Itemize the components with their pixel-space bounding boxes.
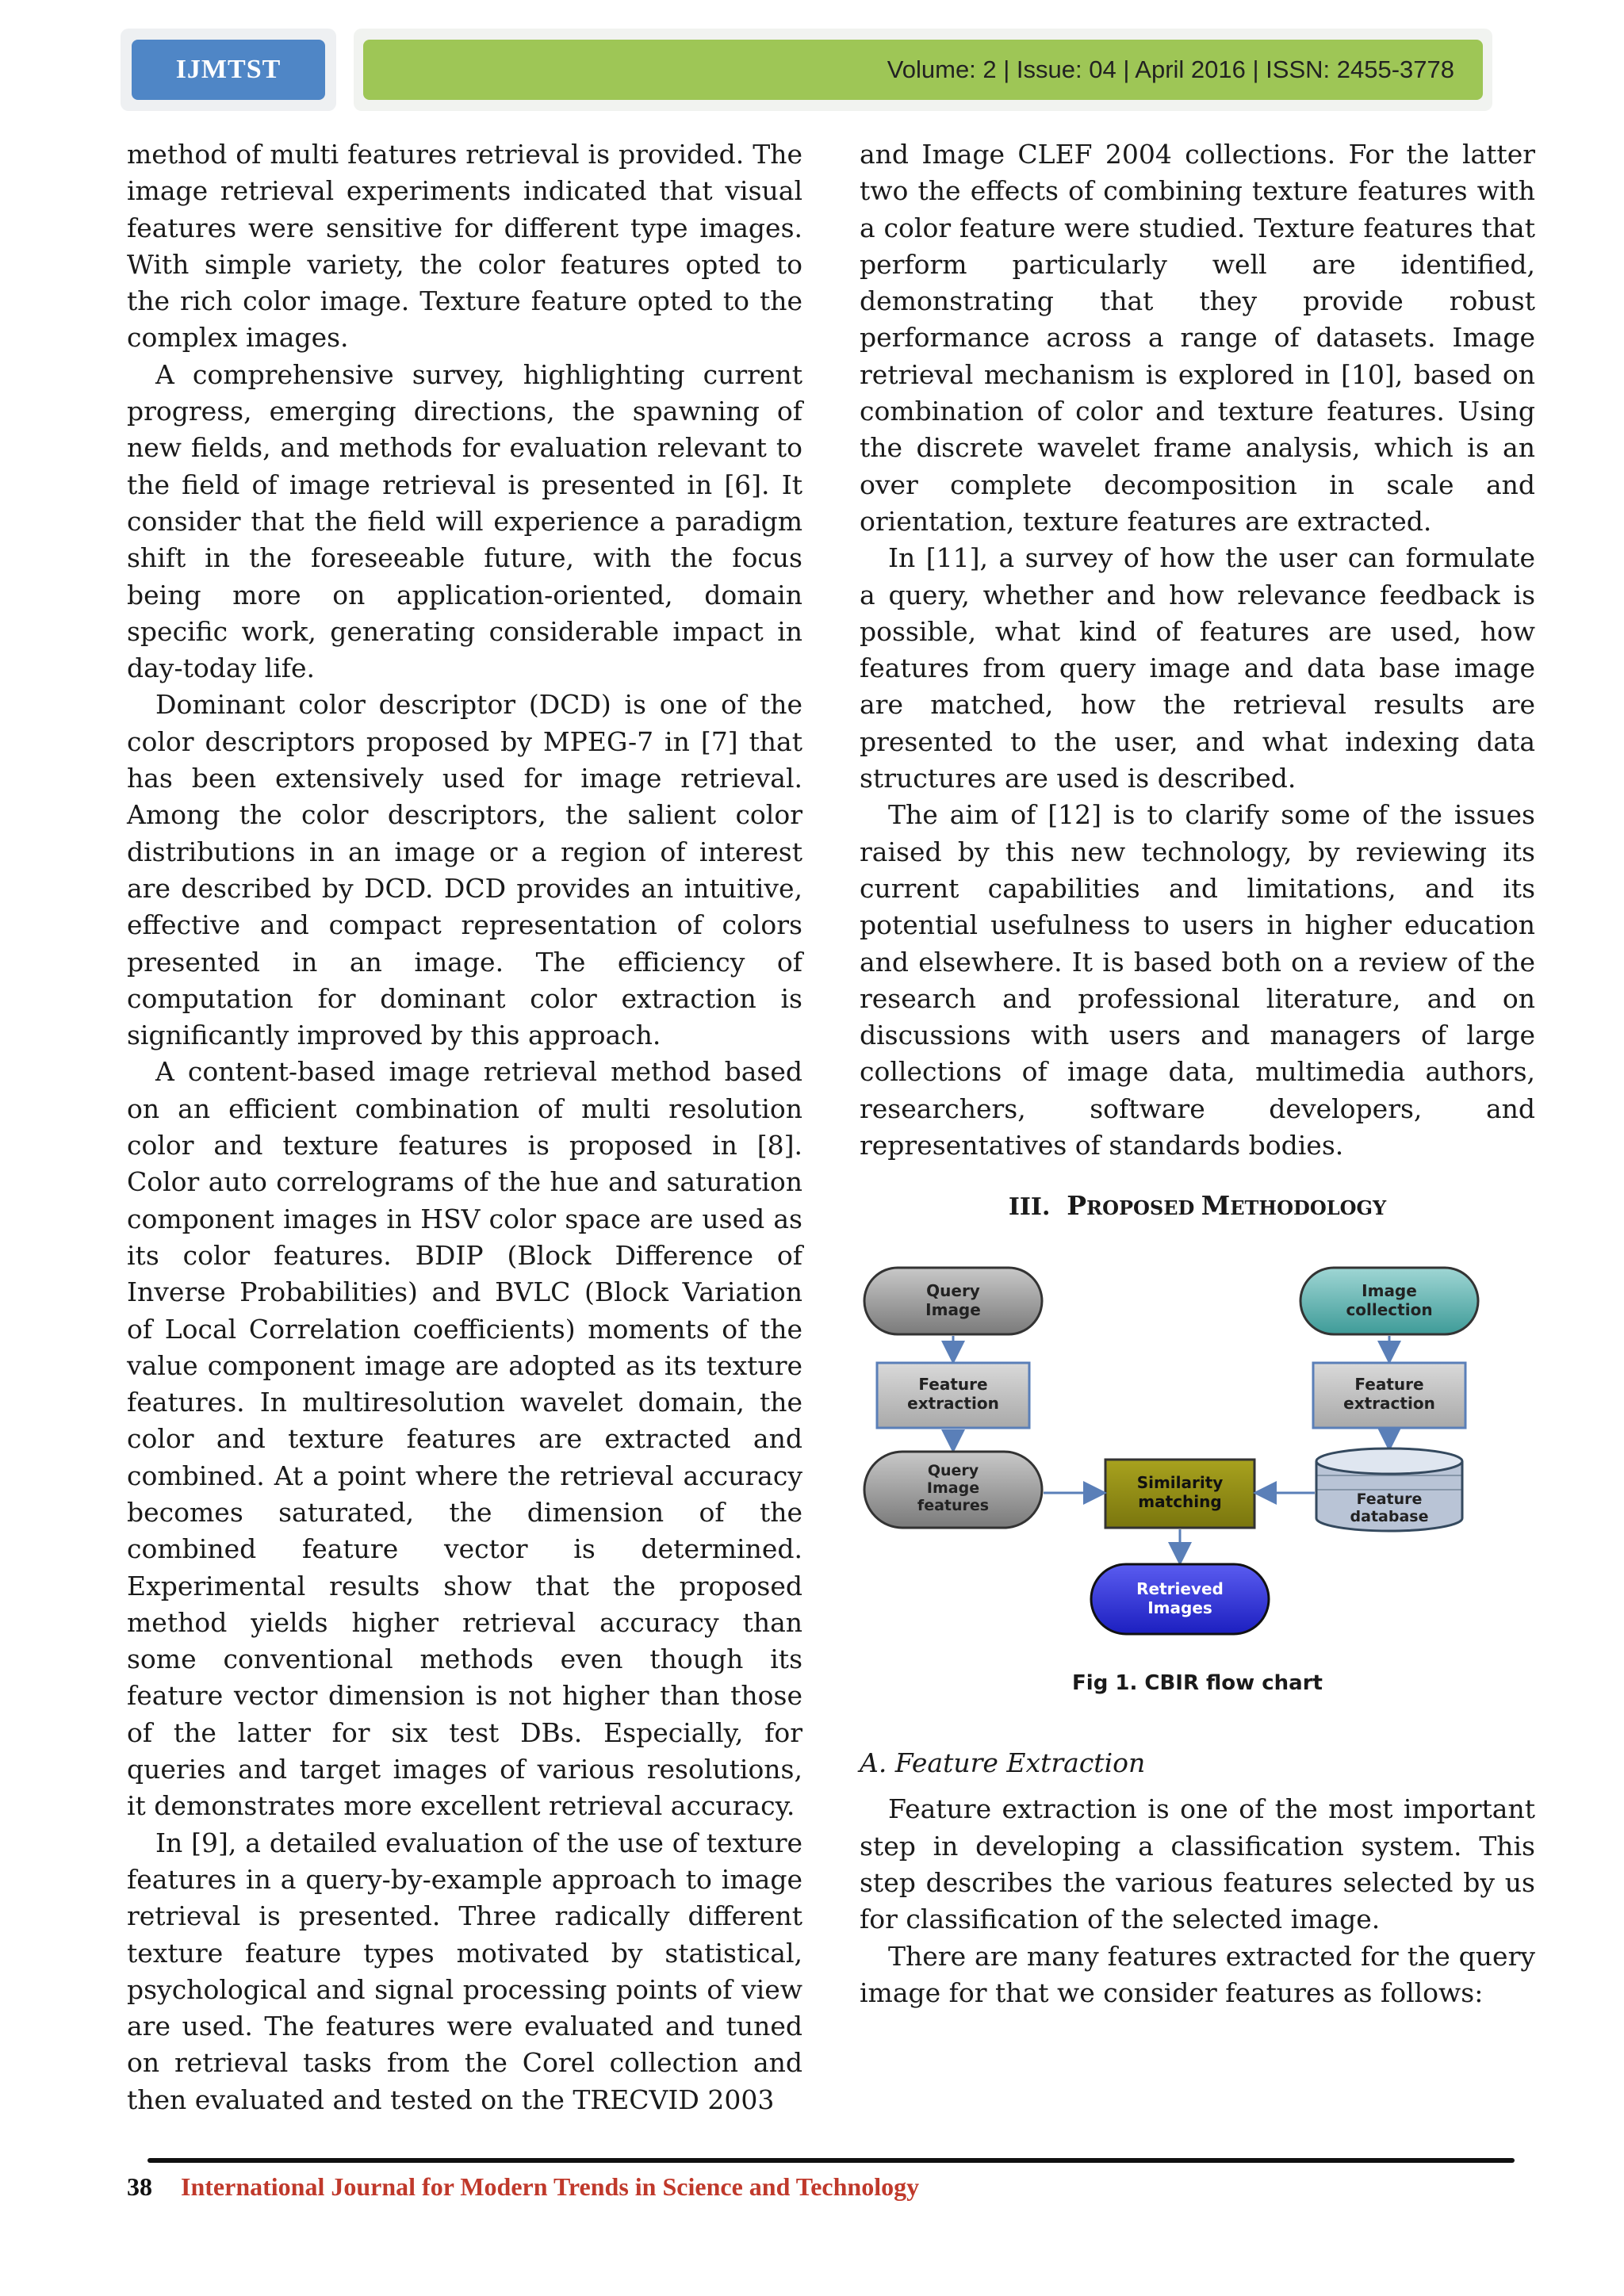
query-features-node <box>864 1452 1042 1528</box>
node-label: collection <box>1346 1300 1433 1320</box>
figure-caption: Fig 1. CBIR flow chart <box>1072 1671 1323 1696</box>
feature-extraction-right-node <box>1313 1363 1465 1428</box>
page-number: 38 <box>127 2172 152 2201</box>
feature-database-node <box>1316 1448 1462 1531</box>
paragraph: and Image CLEF 2004 collections. For the latter two the effects of combining texture features with a color feature were studied. Texture features that perform particularly well are identified, demonstrating that they provide robust performance across a range of datasets. Image retrieval mechanism is explored in [10], based on combination of color and texture features. Using the discrete wavelet frame analysis, which is an over complete decomposition in scale and orientation, texture features are extracted. <box>860 139 1535 537</box>
node-label: Images <box>1147 1598 1212 1618</box>
node-label: Image <box>925 1300 981 1320</box>
node-label: database <box>1350 1508 1429 1526</box>
paragraph: A content-based image retrieval method based on an efficient combination of multi resolution color and texture features is proposed in [8]. Color auto correlograms of the hue and saturation component images in HSV color space are used as its color features. BDIP (Block Difference of Inverse Probabilities) and BVLC (Block Variation of Local Correlation coefficients) moments of the value component image are adopted as its texture features. In multiresolution wavelet domain, the color and texture features are extracted and combined. At a point where the retrieval accuracy becomes saturated, the dimension of the combined feature vector is determined. Experimental results show that the proposed method yields higher retrieval accuracy than some conventional methods even though its feature vector dimension is not higher than those of the latter for six test DBs. Especially, for queries and target images of various resolutions, it demonstrates more excellent retrieval accuracy. <box>127 1056 802 1822</box>
section-heading <box>860 1188 1535 1226</box>
node-label: Feature <box>1356 1490 1423 1509</box>
paragraph: In [11], a survey of how the user can formulate a query, whether and how relevance feedback is possible, what kind of features are used, how features from query image and data base image are matched, how the retrieval results are presented to the user, and what indexing data structures are used is described. <box>860 542 1535 794</box>
node-label: Feature <box>1354 1375 1424 1395</box>
paragraph: A comprehensive survey, highlighting current progress, emerging directions, the spawning of new fields, and methods for evaluation relevant to the field of image retrieval is presented in [6]. It consider that the field will experience a paradigm shift in the foreseeable future, with the focus being more on application-oriented, domain specific work, generating considerable impact in day-today life. <box>127 358 802 684</box>
query-image-node <box>864 1268 1042 1334</box>
node-label: Feature <box>918 1375 988 1395</box>
journal-badge <box>121 29 336 111</box>
paragraph: Feature extraction is one of the most important step in developing a classification system. This step describes the various features selected by us for classification of the selected image. <box>860 1793 1535 1935</box>
feature-extraction-left-node <box>877 1363 1029 1428</box>
paragraph: The aim of [12] is to clarify some of the issues raised by this new technology, by reviewing its current capabilities and limitations, and its potential usefulness to users in higher education and elsewhere. It is based both on a review of the research and professional literature, and on discussions with users and managers of large collections of image data, multimedia authors, researchers, software developers, and representatives of standards bodies. <box>860 799 1535 1161</box>
flowchart-svg <box>860 1263 1535 1707</box>
node-label: Image <box>1362 1281 1417 1301</box>
page-header <box>121 29 1492 111</box>
right-column <box>860 136 1535 2011</box>
subsection-heading: A. Feature Extraction <box>860 1747 1146 1779</box>
node-label: features <box>917 1497 990 1515</box>
page-footer <box>127 2172 919 2212</box>
node-label: extraction <box>1343 1394 1435 1414</box>
similarity-matching-node <box>1105 1460 1254 1528</box>
paragraph: In [9], a detailed evaluation of the use of texture features in a query-by-example approach to image retrieval is presented. Three radically different texture feature types motivated by statistical, psychological and signal processing points of view are used. The features were evaluated and tuned on retrieval tasks from the Corel collection and then evaluated and tested on the TRECVID 2003 <box>127 1827 802 2115</box>
node-label: Retrieved <box>1136 1579 1224 1599</box>
node-label: extraction <box>907 1394 999 1414</box>
node-label: Similarity <box>1136 1473 1224 1493</box>
section-title-letter: M <box>1201 1190 1231 1222</box>
retrieved-images-node <box>1091 1564 1269 1634</box>
section-title-rest: ETHODOLOGY <box>1230 1196 1387 1220</box>
node-label: matching <box>1138 1492 1222 1512</box>
section-number: III. <box>1008 1193 1051 1222</box>
paragraph: method of multi features retrieval is provided. The image retrieval experiments indicated that visual features were sensitive for different type images. With simple variety, the color features opted to the rich color image. Texture feature opted to the complex images. <box>127 139 802 354</box>
volume-bar <box>354 29 1492 111</box>
node-label: Image <box>926 1479 980 1498</box>
section-title-letter: P <box>1067 1190 1087 1222</box>
node-label: Query <box>927 1462 979 1480</box>
image-collection-node <box>1300 1268 1478 1334</box>
node-label: Query <box>926 1281 980 1301</box>
left-column <box>127 136 802 2118</box>
cbir-flowchart <box>860 1263 1535 1707</box>
volume-line: Volume: 2 | Issue: 04 | April 2016 | ISSN: 2455-3778 <box>363 40 1483 100</box>
section-title-rest: ROPOSED <box>1086 1196 1201 1220</box>
paragraph: Dominant color descriptor (DCD) is one of the color descriptors proposed by MPEG-7 in [7] that has been extensively used for image retrieval. Among the color descriptors, the salient color distributions in an image or a region of interest are described by DCD. DCD provides an intuitive, effective and compact representation of colors presented in an image. The efficiency of computation for dominant color extraction is significantly improved by this approach. <box>127 689 802 1051</box>
paragraph: There are many features extracted for the query image for that we consider features as follows: <box>860 1940 1535 2008</box>
journal-badge-label: IJMTST <box>132 40 325 100</box>
footer-rule <box>147 2158 1515 2163</box>
journal-name: International Journal for Modern Trends in Science and Technology <box>181 2172 920 2201</box>
